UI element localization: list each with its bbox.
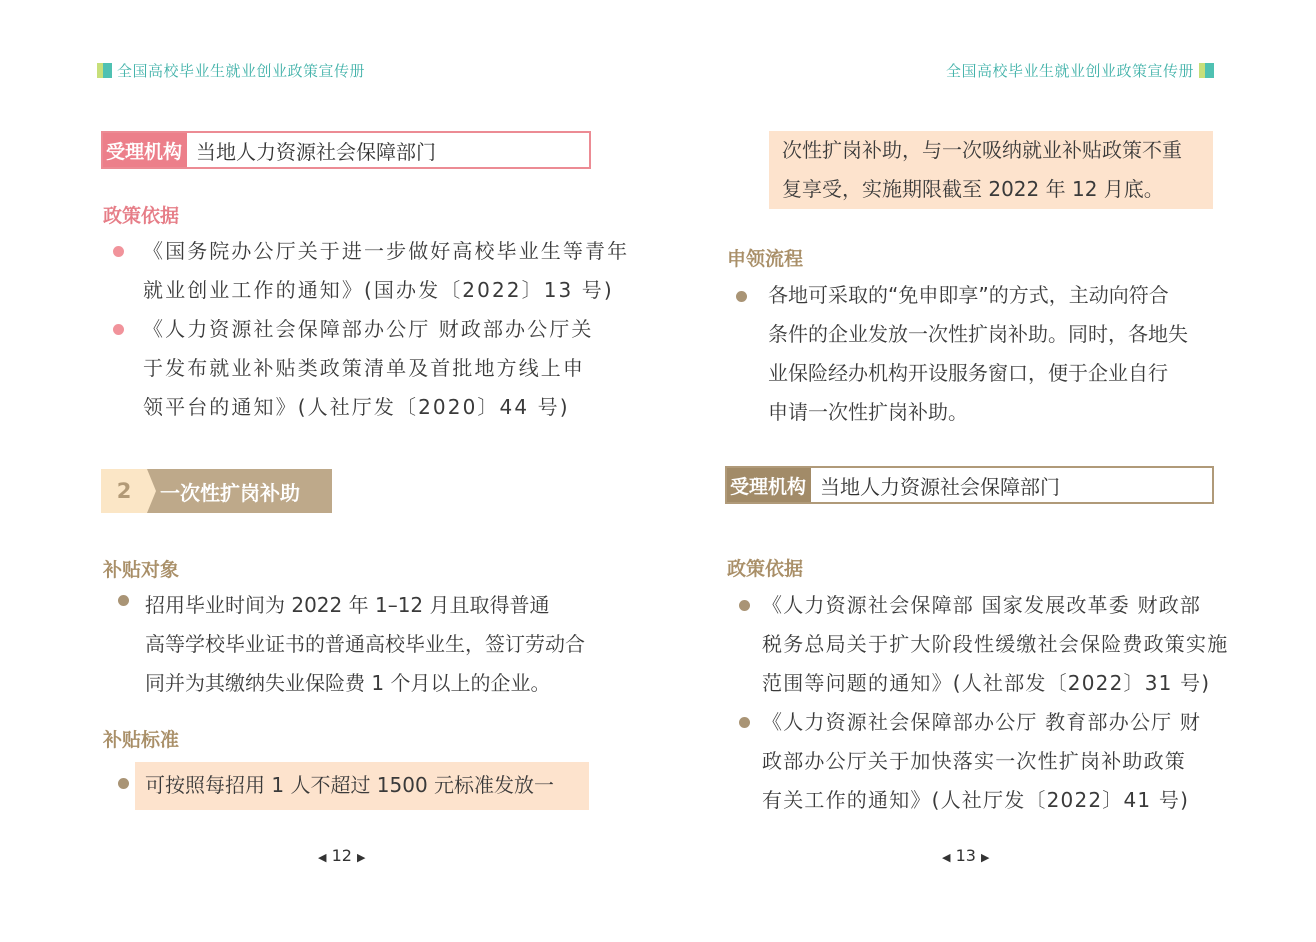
- standard-title: 补贴标准: [103, 729, 180, 751]
- agency-box: [725, 466, 1214, 504]
- agency-value: 当地人力资源社会保障部门: [196, 139, 437, 164]
- process-line: 条件的企业发放一次性扩岗补助。同时，各地失: [768, 322, 1188, 346]
- bullet-icon: [736, 291, 747, 302]
- running-head: [946, 60, 1214, 81]
- right-page: [658, 0, 1316, 942]
- triangle-right-icon: ▶: [981, 851, 990, 864]
- triangle-left-icon: ◀: [942, 851, 951, 864]
- basis-line: 《人力资源社会保障部 国家发展改革委 财政部: [762, 593, 1202, 617]
- basis-line: 就业创业工作的通知》(国办发〔2022〕13 号): [143, 278, 614, 302]
- standard-continued: [782, 131, 1182, 209]
- basis-line: 于发布就业补贴类政策清单及首批地方线上申: [143, 356, 585, 380]
- process-line: 申请一次性扩岗补助。: [768, 400, 968, 424]
- page-number: ◀ 13 ▶: [942, 846, 990, 865]
- process-line: 业保险经办机构开设服务窗口，便于企业自行: [768, 361, 1168, 385]
- target-line: 招用毕业时间为 2022 年 1–12 月且取得普通: [145, 593, 550, 617]
- section-number: 2: [101, 469, 147, 513]
- standard-line: 次性扩岗补助，与一次吸纳就业补贴政策不重: [782, 138, 1182, 162]
- header-square-icon: [97, 63, 112, 78]
- basis-title: 政策依据: [727, 558, 804, 580]
- bullet-icon: [739, 717, 750, 728]
- target-line: 高等学校毕业证书的普通高校毕业生，签订劳动合: [145, 632, 585, 656]
- section-header: [101, 469, 332, 513]
- running-head-text: 全国高校毕业生就业创业政策宣传册: [945, 62, 1194, 80]
- triangle-left-icon: ◀: [318, 851, 327, 864]
- agency-label: 受理机构: [103, 133, 187, 167]
- agency-value: 当地人力资源社会保障部门: [820, 474, 1061, 499]
- basis-line: 政部办公厅关于加快落实一次性扩岗补助政策: [762, 749, 1186, 773]
- process-title: 申领流程: [727, 248, 804, 270]
- page-number: ◀ 12 ▶: [318, 846, 366, 865]
- running-head-text: 全国高校毕业生就业创业政策宣传册: [117, 62, 366, 80]
- standard-line: 复享受，实施期限截至 2022 年 12 月底。: [782, 177, 1164, 201]
- basis-line: 《国务院办公厅关于进一步做好高校毕业生等青年: [143, 239, 630, 263]
- basis-line: 领平台的通知》(人社厅发〔2020〕44 号): [143, 395, 570, 419]
- basis-line: 税务总局关于扩大阶段性缓缴社会保险费政策实施: [762, 632, 1229, 656]
- target-line: 同并为其缴纳失业保险费 1 个月以上的企业。: [145, 671, 551, 695]
- bullet-icon: [113, 324, 124, 335]
- basis-line: 有关工作的通知》(人社厅发〔2022〕41 号): [762, 788, 1190, 812]
- basis-line: 《人力资源社会保障部办公厅 财政部办公厅关: [143, 317, 594, 341]
- basis-line: 范围等问题的通知》(人社部发〔2022〕31 号): [762, 671, 1211, 695]
- basis-line: 《人力资源社会保障部办公厅 教育部办公厅 财: [762, 710, 1202, 734]
- standard-line: 可按照每招用 1 人不超过 1500 元标准发放一: [145, 773, 555, 797]
- triangle-right-icon: ▶: [357, 851, 366, 864]
- process-line: 各地可采取的“免申即享”的方式，主动向符合: [768, 283, 1169, 307]
- running-head: [97, 60, 365, 81]
- agency-box: [101, 131, 591, 169]
- agency-label: 受理机构: [727, 468, 811, 502]
- bullet-icon: [739, 600, 750, 611]
- bullet-icon: [118, 595, 129, 606]
- header-square-icon: [1199, 63, 1214, 78]
- bullet-icon: [113, 246, 124, 257]
- section-title: 一次性扩岗补助: [147, 469, 332, 513]
- basis-title: 政策依据: [103, 205, 180, 227]
- bullet-icon: [118, 778, 129, 789]
- target-title: 补贴对象: [103, 559, 180, 581]
